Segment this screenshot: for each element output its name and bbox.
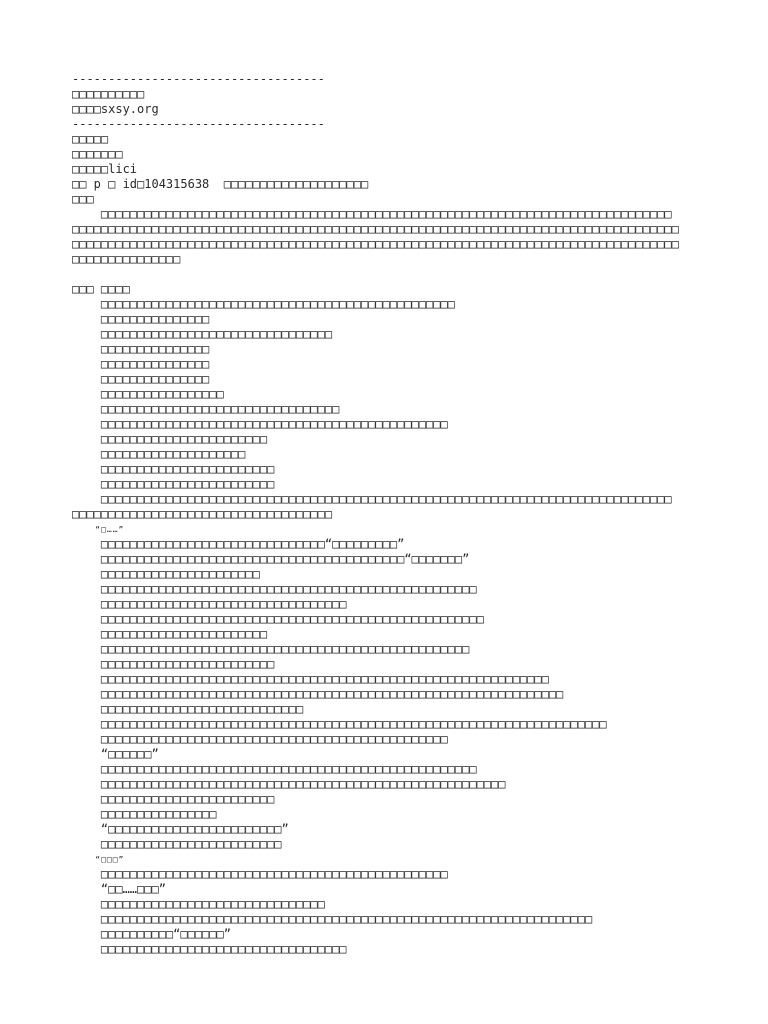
text-line: □□□□□□□□□□□□□□□□□□□□□□□□□□□□□□□□□□□□□□□□□□□□□□□□ bbox=[72, 417, 448, 431]
text-line: □□□ bbox=[72, 192, 94, 206]
text-line: □□□□□□□□□□□□□□□□□□□□□□□□□□□□□□□□□□□□□□□□□□□□□□□□□□□ bbox=[72, 642, 470, 656]
text-line: □□□□□□□□□□□□□□□□□ bbox=[72, 387, 224, 401]
text-line: □□□□□□□□□□□□□□□□□□□□□□□□□□□□□□□□□□ bbox=[72, 597, 347, 611]
text-line: □□□□□□□□□□□□□□□□□□□□□□□□□□□□□□□□□□□□ bbox=[72, 507, 333, 521]
text-line: “□□……□□□” bbox=[72, 882, 166, 896]
text-line: □□□□□□□□□□□□□□□□□□□□□□□□□□□□□□□□□□□□□□□□□□□□□□□□□□□□ bbox=[72, 582, 477, 596]
text-line: □□□□□□□□□□□□□□□□□□□□□□ bbox=[72, 567, 260, 581]
text-line: □□□□□□□□□□□□□□□□□□□□□□□□□□□□□□□□□□□□□□□□□□□□□□□□□□□□□□□□ bbox=[72, 777, 506, 791]
text-line: □□□□□□□□□□□□□□□□□□□□□□□□□□□□□□□□□□□□□□□□□□□□□□□□□□□□□□□□□□□□□□□□□□□□□□□□□□□□□□□□□□□□ bbox=[72, 237, 679, 251]
text-line: □□□□□□□□□□“□□□□□□” bbox=[72, 927, 231, 941]
text-line: □□□□□□□□□□□□□□□□□□□□□□□□□□□□□□□□□□□□□□□□□□□□□□□□□□□□□□□□□□□□□□□□□□□□ bbox=[72, 912, 593, 926]
document-text bbox=[72, 72, 712, 957]
text-line: □□□□□□□□□□□□□□□□□□□□ bbox=[72, 447, 246, 461]
text-line: □□□□□□□□□□□□□□□□□□□□□□□□□□□□□□□□□□□□□□□□□□□□□□□□□□□□□□□□□□□□□□□□ bbox=[72, 687, 564, 701]
text-line: □□□□□□□□□□□□□□□□□□□□□□□□□□□□□□□□□□□□□□□□□□□□□□□□□□□□□□□□□□□□□□□□□□□□□□□□□□□□□□□ bbox=[72, 207, 672, 221]
text-line: □□□□□□□□□□□□□□□□□□□□□□□□□□□□□□□□□□□□□□□□□□□□□□□□ bbox=[72, 732, 448, 746]
text-line: ----------------------------------- bbox=[72, 72, 325, 86]
text-line: □□□□□□□□□□□□□□□ bbox=[72, 372, 210, 386]
text-line: ----------------------------------- bbox=[72, 117, 325, 131]
text-line: □□ p □ id□104315638 □□□□□□□□□□□□□□□□□□□□ bbox=[72, 177, 369, 191]
text-line: □□□□□□□□□□□□□□□□□□□□□□□□□□□□ bbox=[72, 702, 304, 716]
text-line: □□□□□□□□□□□□□□□□□□□□□□□□□□□□□□□□□ bbox=[72, 402, 340, 416]
text-line: □□□□□ bbox=[72, 132, 109, 146]
text-line: □□□□□□□□□□□□□□□□□□□□□□□□□□□□□□□“□□□□□□□□□” bbox=[72, 537, 405, 551]
text-line: □□□□□□□□□□ bbox=[72, 87, 145, 101]
text-line: □□□□□□□□□□□□□□□□□□□□□□□□□□□□□□□□□□□□□□□□□□□□□□□□□□□□ bbox=[72, 762, 477, 776]
text-line: □□□□□□□□□□□□□□□ bbox=[72, 312, 210, 326]
text-line: □□□□□□□□□□□□□□□□□□□□□□□□□□□□□□□□□□□□□□□□□□□□□□□□□□□□□□□□□□□□□□ bbox=[72, 672, 549, 686]
text-line: □□□□□□□□□□□□□□□□□□□□□□□□ bbox=[72, 657, 275, 671]
text-line: “□□□□□□” bbox=[72, 747, 159, 761]
text-line: □□□□sxsy.org bbox=[72, 102, 159, 116]
text-line: □□□□□□□□□□□□□□□□□□□□□□□□□□□□□□□□□□□□□□□□□□□□□□□□□□□□□ bbox=[72, 612, 484, 626]
text-line: □□□□□□□□□□□□□□□□□□□□□□□ bbox=[72, 627, 268, 641]
text-line: □□□□□□□□□□□□□□□□□□□□□□□ bbox=[72, 432, 268, 446]
text-line: □□□□□□□□□□□□□□□ bbox=[72, 252, 181, 266]
text-line: □□□□□□□□□□□□□□□□□□□□□□□□□□□□□□□□□□□□□□□□□□□□□□□□□□□□□□□□□□□□□□□□□□□□□□□□□□□□□□□ bbox=[72, 492, 672, 506]
text-line: □□□□□□□□□□□□□□□□□□□□□□□□□□□□□□□□□□□□□□□□□□□□□□□□□□□□□□□□□□□□□□□□□□□□□□ bbox=[72, 717, 607, 731]
text-line: □□□ □□□□ bbox=[72, 282, 130, 296]
text-line: □□□□□□□□□□□□□□□□□□□□□□□□□□□□□□□□ bbox=[72, 327, 333, 341]
text-line: □□□□□□□□□□□□□□□ bbox=[72, 357, 210, 371]
text-line: □□□□□□□□□□□□□□□□□□□□□□□□ bbox=[72, 462, 275, 476]
text-line: □□□□□□□□□□□□□□□□□□□□□□□□□□□□□□□ bbox=[72, 897, 325, 911]
text-line: □□□□□□□□□□□□□□□□□□□□□□□□ bbox=[72, 792, 275, 806]
blank-line bbox=[72, 267, 712, 282]
text-line: □□□□□□□□□□□□□□□□ bbox=[72, 807, 217, 821]
text-line: □□□□□□□□□□□□□□□ bbox=[72, 342, 210, 356]
text-line: □□□□□□□□□□□□□□□□□□□□□□□□ bbox=[72, 477, 275, 491]
text-line: □□□□□□□□□□□□□□□□□□□□□□□□□□□□□□□□□□□□□□□□□□□□□□□□ bbox=[72, 867, 448, 881]
text-line: □□□□□□□□□□□□□□□□□□□□□□□□□□□□□□□□□□□□□□□□□□“□□□□□□□” bbox=[72, 552, 470, 566]
text-line: “□□□” bbox=[72, 855, 125, 864]
text-line: “□……” bbox=[72, 525, 125, 534]
text-line: □□□□□□□ bbox=[72, 147, 123, 161]
text-line: □□□□□□□□□□□□□□□□□□□□□□□□□□□□□□□□□□□□□□□□□□□□□□□□□□□□□□□□□□□□□□□□□□□□□□□□□□□□□□□□□□□□ bbox=[72, 222, 679, 236]
text-line: □□□□□□□□□□□□□□□□□□□□□□□□□ bbox=[72, 837, 282, 851]
text-line: □□□□□□□□□□□□□□□□□□□□□□□□□□□□□□□□□□ bbox=[72, 942, 347, 956]
text-line: □□□□□lici bbox=[72, 162, 138, 176]
text-line: “□□□□□□□□□□□□□□□□□□□□□□□□” bbox=[72, 822, 289, 836]
text-line: □□□□□□□□□□□□□□□□□□□□□□□□□□□□□□□□□□□□□□□□□□□□□□□□□ bbox=[72, 297, 455, 311]
